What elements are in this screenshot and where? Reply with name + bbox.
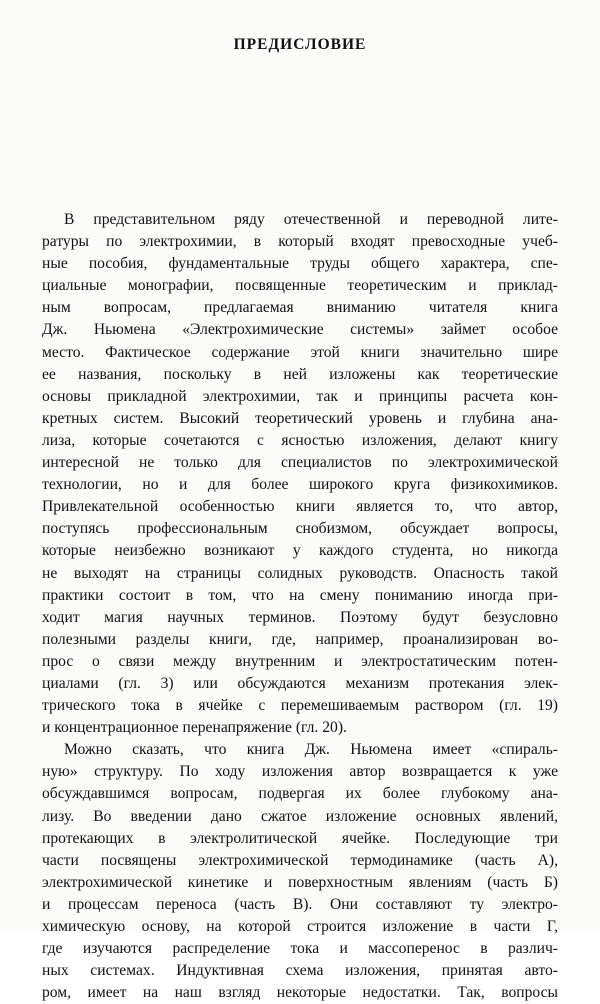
paragraph: [42, 739, 558, 1004]
text-line: технологии, но и для более широкого круга физикохимиков.: [42, 476, 558, 494]
text-line: В представительном ряду отечественной и переводной лите-: [64, 211, 558, 228]
text-line: место. Фактическое содержание этой книги значительно шире: [42, 343, 558, 361]
text-line: где изучаются распределение тока и массоперенос в различ-: [42, 940, 558, 958]
text-line: трического тока в ячейке с перемешиваемым раствором (гл. 19): [42, 697, 558, 715]
text-line: не выходят на страницы солидных руководств. Опасность такой: [42, 564, 558, 582]
text-line: ходит магия научных терминов. Поэтому будут безусловно: [42, 608, 558, 626]
text-line: и процессам переноса (часть В). Они составляют ту электро-: [42, 895, 558, 913]
text-line: ным вопросам, предлагаемая вниманию читателя книга: [42, 299, 558, 317]
text-line: обсуждавшимся вопросам, подвергая их более глубокому ана-: [42, 785, 558, 803]
text-line: ее названия, поскольку в ней изложены как теоретические: [42, 365, 558, 383]
page-title: ПРЕДИСЛОВИЕ: [233, 36, 367, 53]
text-line: Можно сказать, что книга Дж. Ньюмена имеет «спираль-: [64, 741, 558, 759]
text-line: ратуры по электрохимии, в который входят превосходные учеб-: [42, 233, 558, 251]
text-line: поступясь профессиональным снобизмом, обсуждает вопросы,: [42, 520, 558, 538]
text-line: прос о связи между внутренним и электростатическим потен-: [42, 652, 558, 670]
text-line: практики состоит в том, что на смену пониманию иногда при-: [42, 586, 558, 604]
text-line: химическую основу, на которой строится изложение в части Г,: [42, 918, 558, 935]
text-line: полезными разделы книги, где, например, проанализирован во-: [42, 630, 558, 648]
text-line: кретных систем. Высокий теоретический уровень и глубина ана-: [42, 409, 558, 427]
text-line: циальные монографии, посвященные теоретическим и приклад-: [42, 277, 558, 295]
text-line: которые неизбежно возникают у каждого студента, но никогда: [42, 542, 558, 560]
text-line: и концентрационное перенапряжение (гл. 20).: [42, 719, 347, 737]
text-line: части посвящены электрохимической термодинамике (часть А),: [42, 851, 558, 869]
text-line: циалами (гл. 3) или обсуждаются механизм протекания элек-: [42, 674, 558, 692]
text-line: лизу. Во введении дано сжатое изложение основных явлений,: [42, 807, 558, 825]
text-line: Дж. Ньюмена «Электрохимические системы» займет особое: [42, 321, 558, 339]
text-line: Привлекательной особенностью книги является то, что автор,: [42, 498, 558, 516]
text-line: ром, имеет на наш взгляд некоторые недостатки. Так, вопросы: [42, 984, 558, 1002]
text-line: лиза, которые сочетаются с ясностью изложения, делают книгу: [42, 431, 558, 449]
text-line: электрохимической кинетике и поверхностным явлениям (часть Б): [42, 873, 558, 891]
text-line: протекающих в электролитической ячейке. Последующие три: [42, 829, 558, 847]
text-line: ных системах. Индуктивная схема изложения, принятая авто-: [42, 962, 558, 980]
paragraph: [42, 209, 558, 739]
text-line: ную» структуру. По ходу изложения автор возвращается к уже: [42, 763, 558, 781]
text-line: интересной не только для специалистов по электрохимической: [42, 454, 558, 472]
text-line: основы прикладной электрохимии, так и принципы расчета кон-: [42, 387, 558, 405]
text-line: ные пособия, фундаментальные труды общего характера, спе-: [42, 255, 558, 273]
preface-text: [42, 209, 558, 1004]
